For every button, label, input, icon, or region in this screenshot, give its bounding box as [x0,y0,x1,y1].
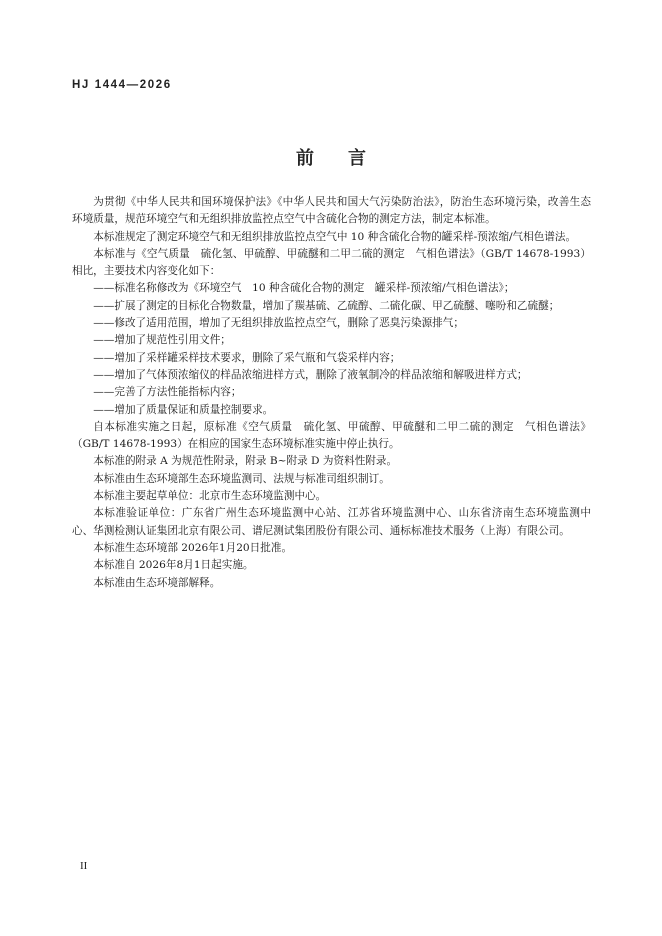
paragraph-effective: 本标准自 2026年8月1日起实施。 [93,559,254,572]
change-item: ——增加了质量保证和质量控制要求。 [93,403,274,416]
change-item: ——标准名称修改为《环境空气 10 种含硫化合物的测定 罐采样-预浓缩/气相色谱法》； [93,282,515,295]
paragraph-appendix: 本标准的附录 A 为规范性附录，附录 B~附录 D 为资料性附录。 [93,455,398,468]
change-item: ——增加了气体预浓缩仪的样品浓缩进样方式，删除了液氧制冷的样品浓缩和解吸进样方式； [93,368,528,381]
paragraph-organizer: 本标准由生态环境部生态环境监测司、法规与标准司组织制订。 [93,472,390,485]
page-number: II [80,860,88,872]
change-item: ——扩展了测定的目标化合物数量，增加了羰基硫、乙硫醇、二硫化碳、甲乙硫醚、噻吩和乙硫醚； [93,299,560,312]
paragraph-comparison: 本标准与《空气质量 硫化氢、甲硫醇、甲硫醚和二甲二硫的测定 气相色谱法》（GB/T 14678-1993）相比，主要技术内容变化如下： [72,247,591,278]
document-code: HJ 1444—2026 [72,79,172,91]
paragraph-purpose: 为贯彻《中华人民共和国环境保护法》《中华人民共和国大气污染防治法》，防治生态环境污染，改善生态环境质量，规范环境空气和无组织排放监控点空气中含硫化合物的测定方法，制定本标准。 [72,196,591,226]
paragraph-scope: 本标准规定了测定环境空气和无组织排放监控点空气中 10 种含硫化合物的罐采样-预浓缩/气相色谱法。 [93,230,577,243]
change-item: ——完善了方法性能指标内容； [93,386,242,399]
change-item: ——增加了采样罐采样技术要求，删除了采气瓶和气袋采样内容； [93,351,401,364]
foreword-body [72,194,591,592]
paragraph-drafter: 本标准主要起草单位：北京市生态环境监测中心。 [93,490,327,503]
paragraph-replacement: 自本标准实施之日起，原标准《空气质量 硫化氢、甲硫醇、甲硫醚和二甲二硫的测定 气相色谱法》（GB/T 14678-1993）在相应的国家生态环境标准实施中停止执行。 [72,420,591,451]
change-item: ——增加了规范性引用文件； [93,334,231,347]
paragraph-approval: 本标准生态环境部 2026年1月20日批准。 [93,541,293,554]
paragraph-interpretation: 本标准由生态环境部解释。 [93,576,221,589]
paragraph-verifier: 本标准验证单位：广东省广州生态环境监测中心站、江苏省环境监测中心、山东省济南生态环境监测中心、华测检测认证集团北京有限公司、谱尼测试集团股份有限公司、通标标准技术服务（上海）有限公司。 [72,507,591,537]
page-title: 前言 [296,148,400,169]
change-item: ——修改了适用范围，增加了无组织排放监控点空气，删除了恶臭污染源排气； [93,317,464,330]
